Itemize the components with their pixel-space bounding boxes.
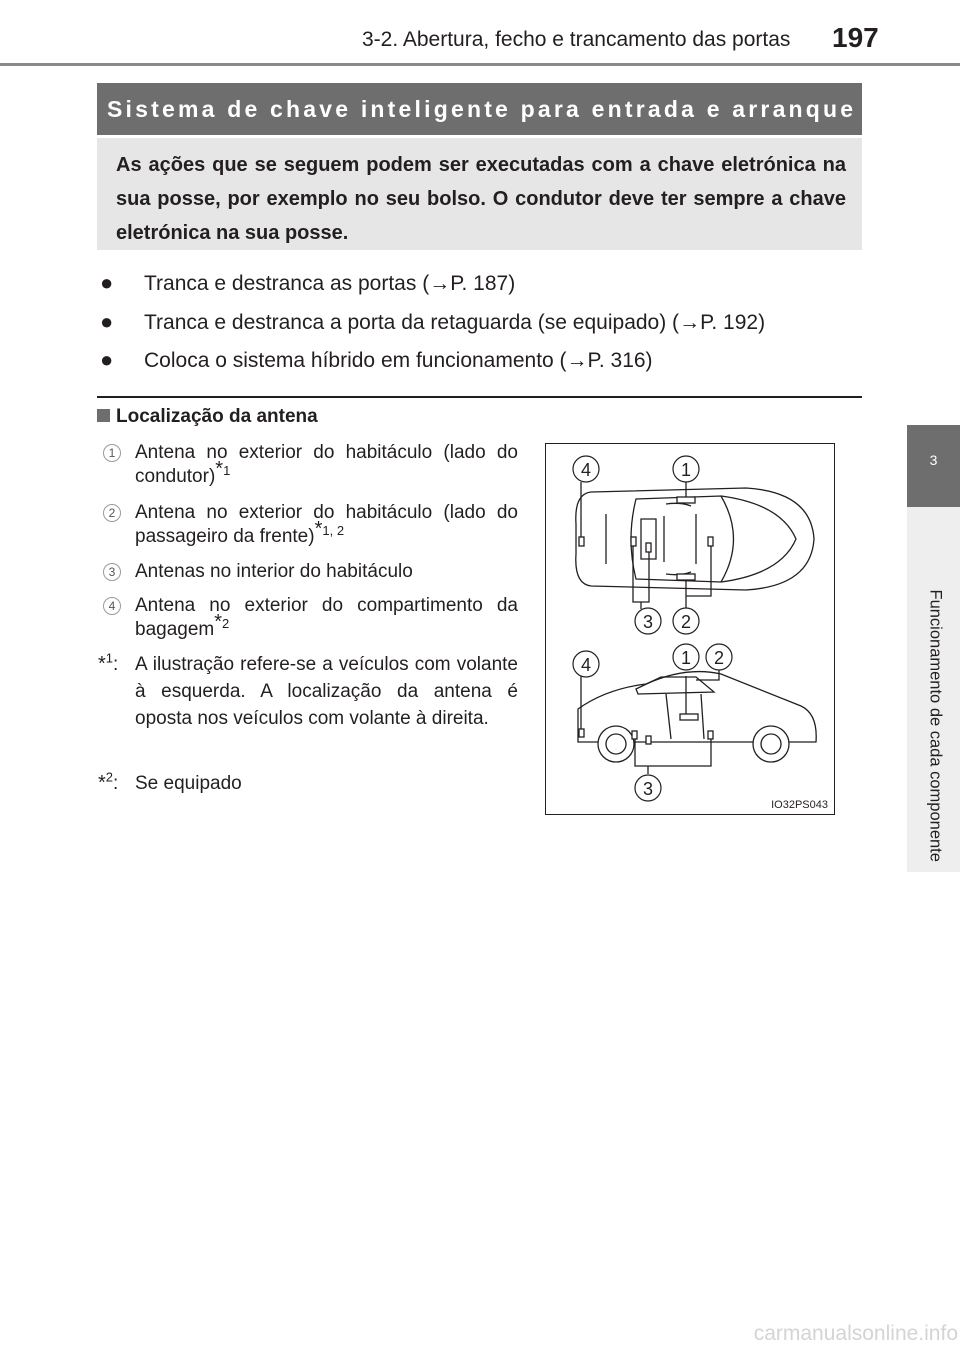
subsection-title: Localização da antena [97,406,318,428]
arrow-icon: → [679,310,701,334]
antenna-item: 2 Antena no exterior do habitáculo (lado do passageiro da frente)$^{*1, 2}$ [98,501,518,549]
list-item: ● Coloca o sistema híbrido em funcionamento (→P. 316) [100,347,653,372]
bullet-icon: ● [100,270,114,295]
arrow-icon: → [566,349,588,372]
callout-label: 3 [642,612,654,632]
list-item: ● Tranca e destranca a porta da retaguarda (se equipado) (→P. 192) [100,308,766,334]
footnote: *$^2$: Se equipado [98,769,242,794]
footnote-ref: 1 [223,462,231,478]
arrow-icon: → [429,272,451,295]
bullet-icon: ● [100,347,114,372]
callout-label: 1 [680,648,692,668]
antenna-marker [677,497,695,503]
section-title: Sistema de chave inteligente para entrada e arranque [97,83,862,135]
square-bullet-icon [97,409,110,422]
chapter-title: 3-2. Abertura, fecho e trancamento das portas [362,28,791,51]
antenna-marker [708,537,713,546]
antenna-marker [646,543,651,552]
antenna-marker [680,714,698,720]
antenna-marker [632,731,637,739]
list-item: ● Tranca e destranca as portas (→P. 187) [100,270,516,295]
callout-label: 4 [580,655,592,675]
antenna-marker [631,537,636,546]
callout-number: 4 [103,597,121,615]
footnote-ref: 2 [222,615,230,631]
section-intro: As ações que se seguem podem ser executadas com a chave eletrónica na sua posse, por exemplo no seu bolso. O condutor deve ter sempre a chave eletrónica na sua posse. [97,138,862,250]
feature-list [98,272,868,388]
chapter-tab: 3 [907,425,960,507]
callout-label: 1 [680,460,692,480]
callout-label: 4 [580,460,592,480]
callout-number: 2 [103,504,121,522]
antenna-marker [708,731,713,739]
header-rule [0,63,960,66]
antenna-item: 4 Antena no exterior do compartimento da bagagem$^{*2}$ [98,594,518,642]
callout-label: 2 [713,648,725,668]
antenna-item: 3 Antenas no interior do habitáculo [98,560,518,584]
chapter-tab-label: Funcionamento de cada componente [926,589,945,862]
antenna-marker [677,574,695,580]
callout-label: 3 [642,779,654,799]
footnote: *$^1$: A ilustração refere-se a veículos com volante à esquerda. A localização da antena é oposta nos veículos com volante à direita. [98,650,518,729]
watermark: carmanualsonline.info [753,1322,958,1345]
footnote-ref: 1, 2 [322,522,345,538]
callout-label: 2 [680,612,692,632]
antenna-item: 1 Antena no exterior do habitáculo (lado do condutor)$^{*1}$ [98,441,518,489]
figure-id: IO32PS043 [771,799,828,811]
page-number: 197 [832,22,879,53]
car-diagram [546,444,834,814]
callout-number: 1 [103,444,121,462]
antenna-location-figure [545,443,835,815]
bullet-icon: ● [100,308,114,334]
page-reference-link[interactable]: P. 187) [450,272,516,295]
page-reference-link[interactable]: P. 316) [587,349,653,372]
antenna-marker [646,736,651,744]
antenna-marker [579,537,584,546]
section-divider [97,396,862,398]
antenna-marker [579,729,584,737]
callout-number: 3 [103,563,121,581]
page-reference-link[interactable]: P. 192) [700,310,766,334]
